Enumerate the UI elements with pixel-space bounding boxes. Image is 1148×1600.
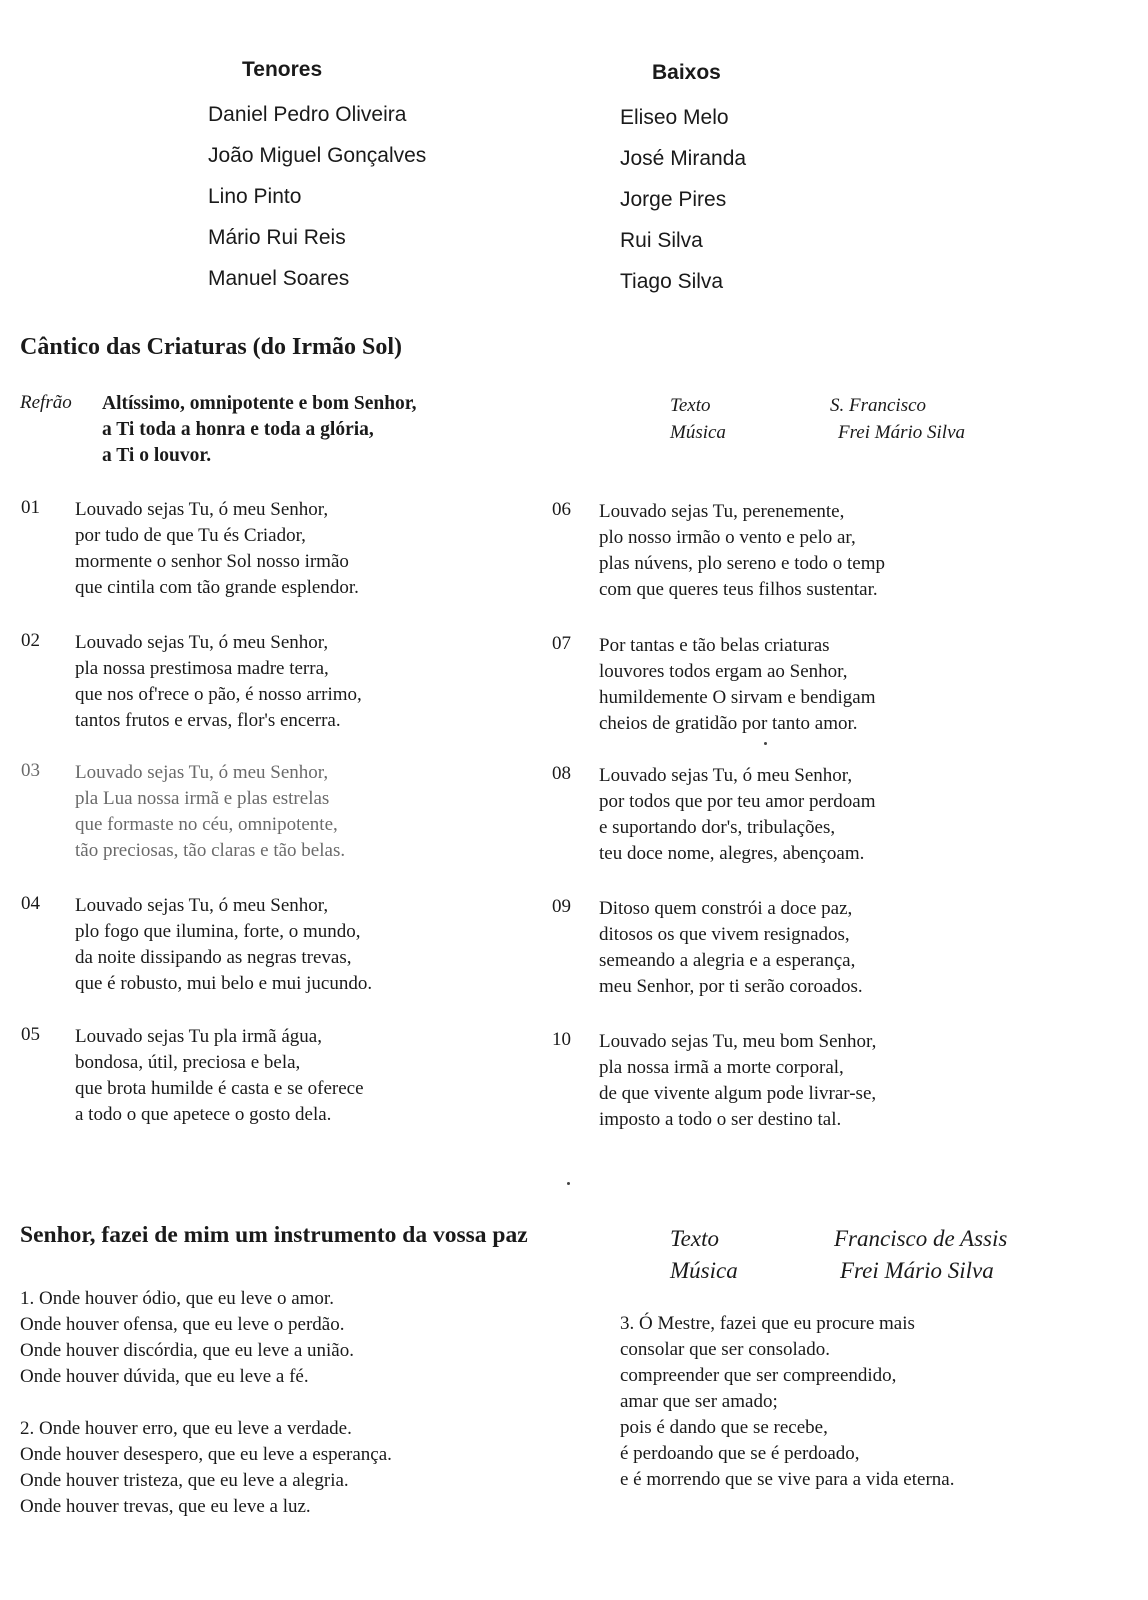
prayer-line: amar que ser amado; <box>620 1391 778 1412</box>
stanza-line: Louvado sejas Tu, ó meu Senhor, <box>75 762 329 783</box>
stanza-line: que cintila com tão grande esplendor. <box>75 577 359 598</box>
stanza-number: 07 <box>552 633 571 654</box>
stanza-lines <box>75 760 345 864</box>
stanza-line: teu doce nome, alegres, abençoam. <box>599 843 865 864</box>
stanza-line: por todos que por teu amor perdoam <box>599 791 876 812</box>
stanza-line: Louvado sejas Tu, perenemente, <box>599 501 845 522</box>
prayer-line: Onde houver ofensa, que eu leve o perdão. <box>20 1314 345 1335</box>
prayer-line: e é morrendo que se vive para a vida eterna. <box>620 1469 955 1490</box>
credit-music-author: Frei Mário Silva <box>840 1258 994 1283</box>
prayer-line: 1. Onde houver ódio, que eu leve o amor. <box>20 1288 334 1309</box>
stanza-lines <box>75 630 362 734</box>
stanza-line: plo nosso irmão o vento e pelo ar, <box>599 527 856 548</box>
refrain-label: Refrão <box>20 392 72 413</box>
stanza-lines <box>599 896 863 1000</box>
stanza-line: que brota humilde é casta e se oferece <box>75 1078 364 1099</box>
credit-music-label: Música <box>670 1258 738 1283</box>
stanza-line: por tudo de que Tu és Criador, <box>75 525 306 546</box>
tenor-name: Manuel Soares <box>208 267 350 290</box>
stanza-number: 06 <box>552 499 571 520</box>
prayer-line: Onde houver dúvida, que eu leve a fé. <box>20 1366 309 1387</box>
cantico-credits <box>670 392 965 446</box>
bass-name: José Miranda <box>620 147 747 170</box>
stanza-line: pla Lua nossa irmã e plas estrelas <box>75 788 330 809</box>
stanza-lines <box>75 893 372 997</box>
stanza-line: imposto a todo o ser destino tal. <box>599 1109 842 1130</box>
bass-name: Rui Silva <box>620 229 703 252</box>
prayer-line: Onde houver trevas, que eu leve a luz. <box>20 1496 311 1517</box>
credit-text-label: Texto <box>670 395 711 416</box>
refrain-line: Altíssimo, omnipotente e bom Senhor, <box>102 393 417 414</box>
stanza-lines <box>599 763 875 867</box>
prayer-line: compreender que ser compreendido, <box>620 1365 897 1386</box>
stanza-line: Louvado sejas Tu, ó meu Senhor, <box>75 895 329 916</box>
stanza-number: 05 <box>21 1024 40 1045</box>
prayer-line: consolar que ser consolado. <box>620 1339 830 1360</box>
stanza-lines <box>599 633 875 737</box>
cantico-title: Cântico das Criaturas (do Irmão Sol) <box>20 334 402 360</box>
stanza-number: 10 <box>552 1029 571 1050</box>
tenors-heading: Tenores <box>242 58 323 81</box>
stanza-lines <box>599 1029 876 1133</box>
scan-speck <box>567 1182 570 1185</box>
stanza-number: 03 <box>21 760 40 781</box>
stanza-line: louvores todos ergam ao Senhor, <box>599 661 848 682</box>
credit-text-author: Francisco de Assis <box>834 1226 1008 1251</box>
stanza-line: ditosos os que vivem resignados, <box>599 924 850 945</box>
stanza-line: Louvado sejas Tu, meu bom Senhor, <box>599 1031 877 1052</box>
stanza-line: que formaste no céu, omnipotente, <box>75 814 338 835</box>
stanza-number: 04 <box>21 893 40 914</box>
prayer-line: Onde houver desespero, que eu leve a esperança. <box>20 1444 392 1465</box>
prayer-line: Onde houver tristeza, que eu leve a alegria. <box>20 1470 349 1491</box>
stanza-line: com que queres teus filhos sustentar. <box>599 579 878 600</box>
prayer-line: 2. Onde houver erro, que eu leve a verdade. <box>20 1418 352 1439</box>
prayer-right-column <box>620 1311 954 1519</box>
credit-music-label: Música <box>670 422 726 443</box>
stanza-number: 09 <box>552 896 571 917</box>
stanza-number: 01 <box>21 497 40 518</box>
stanza-line: Ditoso quem constrói a doce paz, <box>599 898 853 919</box>
stanza-line: Louvado sejas Tu, ó meu Senhor, <box>75 499 329 520</box>
stanza-lines <box>599 499 885 603</box>
tenor-name: João Miguel Gonçalves <box>208 144 427 167</box>
stanza-line: meu Senhor, por ti serão coroados. <box>599 976 863 997</box>
stanza-line: semeando a alegria e a esperança, <box>599 950 856 971</box>
credit-text-author: S. Francisco <box>830 395 927 416</box>
prayer-left-column <box>20 1286 392 1546</box>
stanza-line: humildemente O sirvam e bendigam <box>599 687 876 708</box>
stanza-line: mormente o senhor Sol nosso irmão <box>75 551 349 572</box>
bass-name: Jorge Pires <box>620 188 727 211</box>
prayer-line: pois é dando que se recebe, <box>620 1417 828 1438</box>
tenor-name: Lino Pinto <box>208 185 302 208</box>
scan-speck <box>764 742 767 745</box>
prayer-line: Onde houver discórdia, que eu leve a união. <box>20 1340 354 1361</box>
stanza-line: tantos frutos e ervas, flor's encerra. <box>75 710 341 731</box>
credit-music-author: Frei Mário Silva <box>838 422 965 443</box>
bass-name: Tiago Silva <box>620 270 724 293</box>
prayer-stanza-3 <box>620 1311 954 1493</box>
stanza-line: plo fogo que ilumina, forte, o mundo, <box>75 921 361 942</box>
stanza-line: que nos of'rece o pão, é nosso arrimo, <box>75 684 362 705</box>
stanza-line: tão preciosas, tão claras e tão belas. <box>75 840 346 861</box>
stanza-line: pla nossa irmã a morte corporal, <box>599 1057 844 1078</box>
prayer-line: é perdoando que se é perdoado, <box>620 1443 860 1464</box>
stanza-line: plas núvens, plo sereno e todo o temp <box>599 553 886 574</box>
stanza-line: Louvado sejas Tu, ó meu Senhor, <box>75 632 329 653</box>
stanza-lines <box>75 497 359 601</box>
stanza-line: Louvado sejas Tu, ó meu Senhor, <box>599 765 853 786</box>
prayer-credits <box>670 1223 1007 1287</box>
stanza-line: da noite dissipando as negras trevas, <box>75 947 352 968</box>
stanza-lines <box>75 1024 364 1128</box>
prayer-stanza-1 <box>20 1286 392 1390</box>
refrain-line: a Ti o louvor. <box>102 445 212 466</box>
stanza-line: de que vivente algum pode livrar-se, <box>599 1083 877 1104</box>
basses-list <box>620 97 746 302</box>
stanza-number: 08 <box>552 763 571 784</box>
tenor-name: Daniel Pedro Oliveira <box>208 103 407 126</box>
stanza-line: pla nossa prestimosa madre terra, <box>75 658 329 679</box>
credit-text-label: Texto <box>670 1226 719 1251</box>
stanza-line: a todo o que apetece o gosto dela. <box>75 1104 332 1125</box>
stanza-line: bondosa, útil, preciosa e bela, <box>75 1052 301 1073</box>
tenors-list <box>208 94 426 299</box>
stanza-line: Louvado sejas Tu pla irmã água, <box>75 1026 322 1047</box>
refrain-text <box>102 391 417 469</box>
stanza-line: e suportando dor's, tribulações, <box>599 817 836 838</box>
stanza-line: que é robusto, mui belo e mui jucundo. <box>75 973 373 994</box>
stanza-line: Por tantas e tão belas criaturas <box>599 635 830 656</box>
stanza-line: cheios de gratidão por tanto amor. <box>599 713 858 734</box>
prayer-line: 3. Ó Mestre, fazei que eu procure mais <box>620 1313 915 1334</box>
prayer-stanza-2 <box>20 1416 392 1520</box>
stanza-number: 02 <box>21 630 40 651</box>
bass-name: Eliseo Melo <box>620 106 729 129</box>
tenor-name: Mário Rui Reis <box>208 226 346 249</box>
basses-heading: Baixos <box>652 61 721 84</box>
refrain-line: a Ti toda a honra e toda a glória, <box>102 419 374 440</box>
prayer-title: Senhor, fazei de mim um instrumento da vossa paz <box>20 1222 528 1248</box>
